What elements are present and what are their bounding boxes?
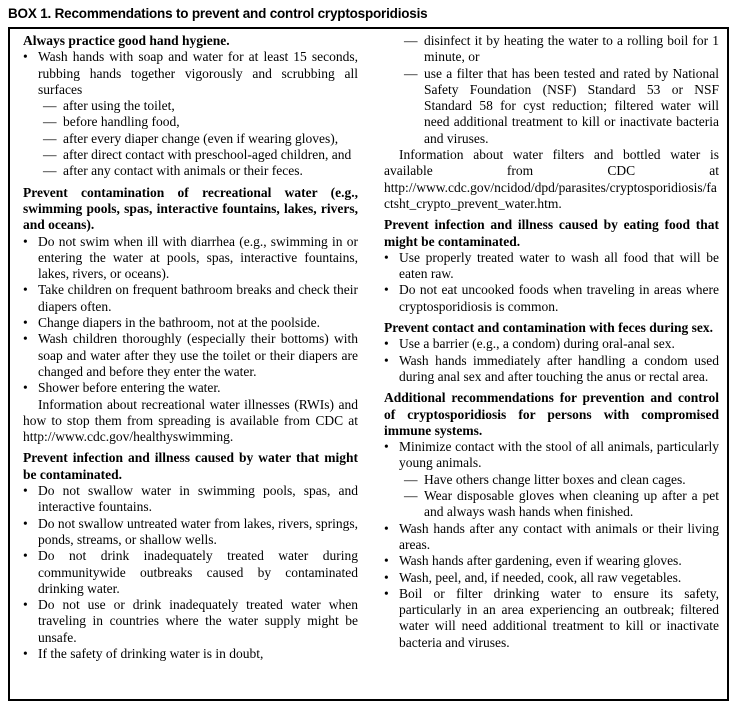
dash-sub-item (43, 163, 358, 179)
bullet-item (23, 483, 358, 516)
bullet-item (23, 315, 358, 331)
item-text: Change diapers in the bathroom, not at the poolside. (38, 315, 320, 331)
bullet-marker: • (384, 520, 389, 536)
bullet-item (23, 380, 358, 396)
right-column (384, 33, 719, 695)
bullet-marker: • (384, 569, 389, 585)
bullet-marker: • (23, 380, 28, 396)
dash-marker: — (43, 130, 57, 146)
bullet-item (384, 553, 719, 569)
item-text: Use properly treated water to wash all food that will be eaten raw. (399, 249, 719, 282)
dash-sub-item (404, 488, 719, 521)
item-text: Wash, peel, and, if needed, cook, all raw vegetables. (399, 569, 682, 585)
info-paragraph (384, 147, 719, 212)
columns-container (23, 33, 719, 695)
section-heading: Prevent contact and contamination with feces during sex. (384, 320, 713, 336)
item-text: Wash hands after any contact with animals or their living areas. (399, 520, 719, 552)
section (384, 33, 719, 212)
dash-sub-item (43, 131, 358, 147)
item-text: Wash hands after gardening, even if wearing gloves. (399, 553, 682, 569)
dash-sub-item (404, 66, 719, 147)
bullet-marker: • (384, 553, 389, 569)
bullet-item (384, 282, 719, 315)
bullet-item (384, 353, 719, 386)
item-text: Boil or filter drinking water to ensure its safety, particularly in an area experiencing an outbreak; filtered water will need additional treatment to kill or inactivate bacteria and viruses. (399, 585, 719, 650)
bullet-item (384, 336, 719, 352)
bullet-item (23, 49, 358, 98)
bullet-item (23, 548, 358, 597)
bullet-marker: • (384, 585, 389, 601)
bullet-marker: • (23, 331, 28, 347)
dash-sub-item (43, 98, 358, 114)
bullet-marker: • (23, 645, 28, 661)
dash-sub-item (43, 114, 358, 130)
item-text: Take children on frequent bathroom breaks and check their diapers often. (38, 282, 358, 314)
info-paragraph (23, 397, 358, 446)
item-text: Wash hands with soap and water for at least 15 seconds, rubbing hands together vigorously and scrubbing all surfaces (38, 49, 358, 97)
bullet-item (384, 439, 719, 472)
bullet-item (384, 570, 719, 586)
dash-marker: — (404, 471, 418, 487)
item-text: after any contact with animals or their feces. (63, 163, 303, 179)
item-text: use a filter that has been tested and rated by National Safety Foundation (NSF) Standard 53 or NSF Standard 58 for cyst reduction; filtered water will need additional treatment to kill or inactivate bacteria and viruses. (424, 65, 719, 146)
item-text: Shower before entering the water. (38, 380, 221, 396)
dash-marker: — (404, 488, 418, 504)
item-text: disinfect it by heating the water to a rolling boil for 1 minute, or (424, 33, 719, 65)
item-text: Do not swim when ill with diarrhea (e.g., swimming in or entering the water at pools, spas, interactive fountains, lakes, rivers, or oceans). (38, 233, 358, 282)
bullet-item (384, 586, 719, 651)
bullet-marker: • (384, 282, 389, 298)
section (23, 185, 358, 446)
bullet-marker: • (23, 315, 28, 331)
item-text: Information about water filters and bottled water is available from CDC at http://www.cdc.gov/ncidod/dpd/parasites/cryptosporidiosis/factsht_crypto_prevent_water.htm. (384, 147, 719, 211)
dash-sub-item (404, 472, 719, 488)
box-title: BOX 1. Recommendations to prevent and control cryptosporidiosis (8, 6, 428, 21)
bullet-marker: • (23, 282, 28, 298)
left-column (23, 33, 358, 695)
bullet-marker: • (23, 49, 28, 65)
item-text: Have others change litter boxes and clean cages. (424, 471, 686, 487)
section-heading: Additional recommendations for prevention and control of cryptosporidiosis for persons with compromised immune systems. (384, 390, 719, 438)
dash-marker: — (43, 98, 57, 114)
item-text: Wash children thoroughly (especially their bottoms) with soap and water after they use the toilet or their diapers are changed and before they enter the water. (38, 331, 358, 379)
bullet-item (23, 516, 358, 549)
dash-marker: — (404, 65, 418, 81)
section-heading: Prevent contamination of recreational water (e.g., swimming pools, spas, interactive fountains, lakes, rivers, and oceans). (23, 184, 358, 233)
item-text: Use a barrier (e.g., a condom) during oral-anal sex. (399, 336, 675, 352)
item-text: Wash hands immediately after handling a condom used during anal sex and after touching the anus or rectal area. (399, 352, 719, 384)
item-text: after direct contact with preschool-aged children, and (63, 147, 352, 163)
dash-marker: — (43, 114, 57, 130)
dash-marker: — (43, 147, 57, 163)
bullet-item (384, 250, 719, 283)
bullet-item (23, 646, 358, 662)
section (384, 217, 719, 315)
item-text: Wear disposable gloves when cleaning up after a pet and always wash hands when finished. (424, 488, 719, 520)
item-text: Information about recreational water illnesses (RWIs) and how to stop them from spreading is available from CDC at http://www.cdc.gov/healthyswimming. (23, 396, 358, 445)
bullet-item (23, 331, 358, 380)
section-heading: Prevent infection and illness caused by eating food that might be contaminated. (384, 217, 719, 249)
bullet-item (23, 234, 358, 283)
item-text: Do not swallow water in swimming pools, spas, and interactive fountains. (38, 483, 358, 515)
item-text: Minimize contact with the stool of all animals, particularly young animals. (399, 439, 719, 471)
bullet-marker: • (23, 548, 28, 564)
bullet-item (23, 282, 358, 315)
item-text: Do not swallow untreated water from lakes, rivers, springs, ponds, streams, or shallow wells. (38, 515, 358, 547)
content-box (8, 27, 729, 701)
bullet-marker: • (23, 597, 28, 613)
section (23, 450, 358, 662)
item-text: after every diaper change (even if wearing gloves), (63, 130, 339, 146)
section-heading: Prevent infection and illness caused by water that might be contaminated. (23, 450, 358, 482)
section-heading: Always practice good hand hygiene. (23, 33, 230, 48)
bullet-marker: • (384, 249, 389, 265)
bullet-marker: • (23, 233, 28, 249)
bullet-item (23, 597, 358, 646)
item-text: Do not eat uncooked foods when traveling in areas where cryptosporidiosis is common. (399, 282, 719, 314)
item-text: Do not use or drink inadequately treated water when traveling in countries where the water supply might be unsafe. (38, 597, 358, 645)
bullet-marker: • (384, 439, 389, 455)
dash-marker: — (43, 163, 57, 179)
bullet-marker: • (384, 352, 389, 368)
bullet-marker: • (384, 336, 389, 352)
dash-sub-item (404, 33, 719, 66)
section (384, 390, 719, 651)
item-text: before handling food, (63, 114, 180, 130)
section (384, 320, 719, 385)
dash-marker: — (404, 33, 418, 48)
bullet-marker: • (23, 483, 28, 499)
item-text: after using the toilet, (63, 98, 175, 114)
item-text: Do not drink inadequately treated water during communitywide outbreaks caused by contaminated drinking water. (38, 548, 358, 596)
section (23, 33, 358, 180)
item-text: If the safety of drinking water is in doubt, (38, 645, 264, 661)
dash-sub-item (43, 147, 358, 163)
bullet-item (384, 521, 719, 554)
bullet-marker: • (23, 515, 28, 531)
